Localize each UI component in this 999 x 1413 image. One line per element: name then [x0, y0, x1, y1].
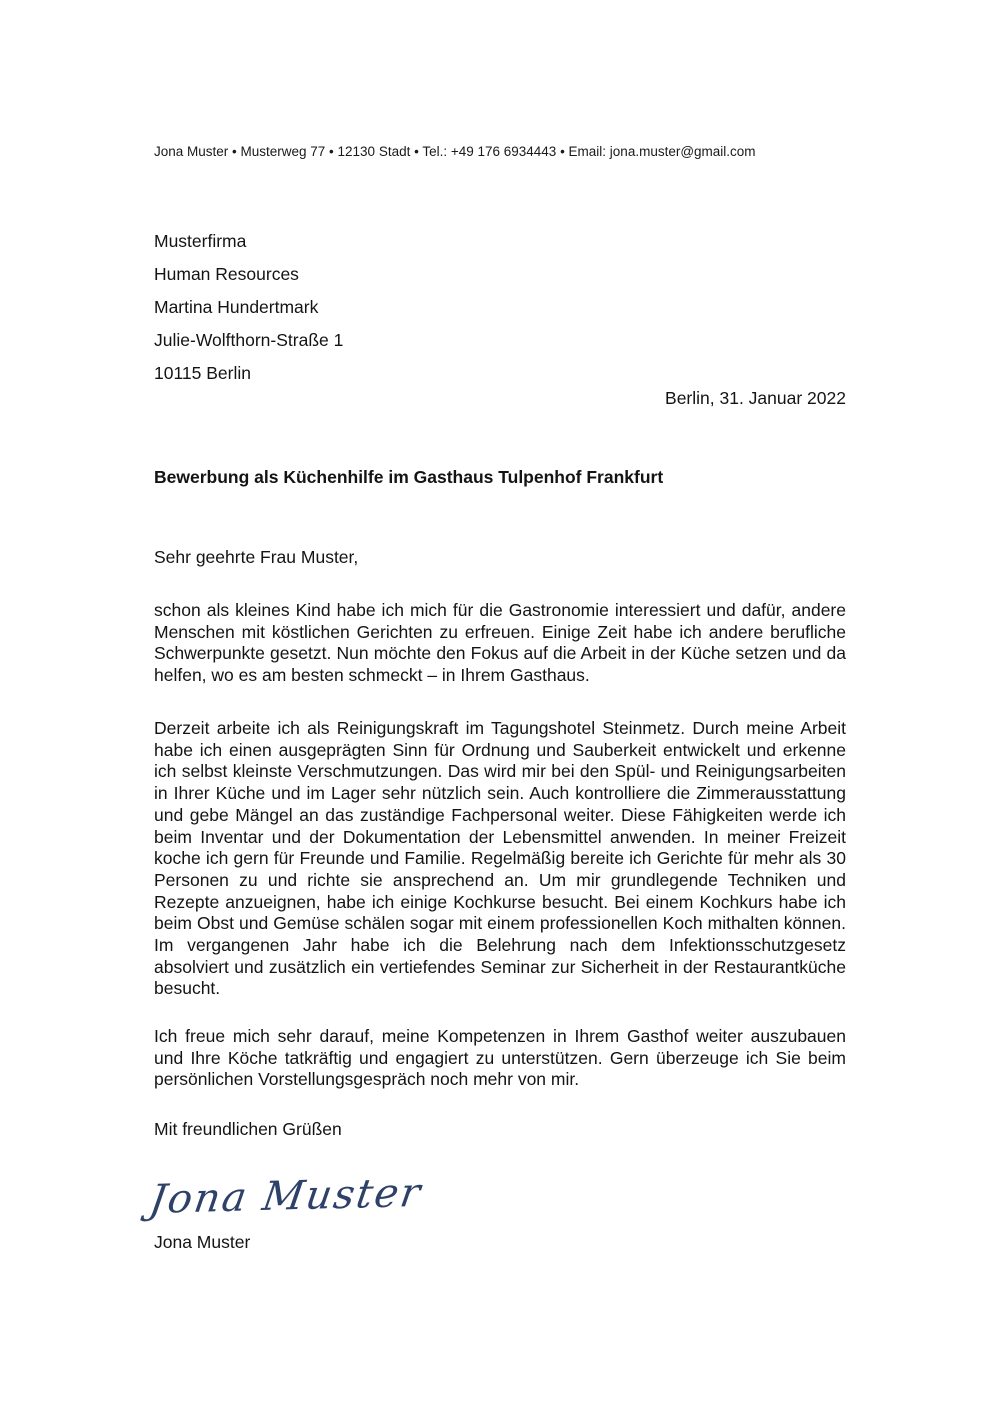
recipient-street: Julie-Wolfthorn-Straße 1 — [154, 330, 344, 350]
body-paragraph-1: schon als kleines Kind habe ich mich für die Gastronomie interessiert und dafür, andere Menschen mit köstlichen Gerichten zu erfreuen. Einige Zeit habe ich andere berufliche Schwerpunkte gesetzt. Nun möchte den Fokus auf die Arbeit in der Küche setzen und da helfen, wo es am besten schmeckt – in Ihrem Gasthaus. — [154, 600, 846, 686]
body-paragraph-3: Ich freue mich sehr darauf, meine Kompetenzen in Ihrem Gasthof weiter auszubauen und Ihre Köche tatkräftig und engagiert zu unterstützen. Gern überzeuge ich Sie beim persönlichen Vorstellungsgespräch noch mehr von mir. — [154, 1026, 846, 1090]
recipient-company: Musterfirma — [154, 231, 247, 251]
recipient-contact-person: Martina Hundertmark — [154, 297, 319, 317]
sender-contact-line: Jona Muster • Musterweg 77 • 12130 Stadt • Tel.: +49 176 6934443 • Email: jona.muster@gmail.com — [154, 144, 756, 159]
closing-phrase: Mit freundlichen Grüßen — [154, 1119, 342, 1139]
recipient-address-block — [154, 225, 846, 390]
recipient-city: 10115 Berlin — [154, 363, 251, 383]
date-line: Berlin, 31. Januar 2022 — [665, 388, 846, 408]
salutation: Sehr geehrte Frau Muster, — [154, 547, 359, 567]
subject-line: Bewerbung als Küchenhilfe im Gasthaus Tulpenhof Frankfurt — [154, 467, 664, 487]
handwritten-signature: Jona Muster — [146, 1169, 426, 1223]
signature-printed-name: Jona Muster — [154, 1232, 251, 1252]
recipient-department: Human Resources — [154, 264, 299, 284]
body-paragraph-2: Derzeit arbeite ich als Reinigungskraft im Tagungshotel Steinmetz. Durch meine Arbeit habe ich einen ausgeprägten Sinn für Ordnung und Sauberkeit entwickelt und erkenne ich selbst kleinste Verschmutzungen. Das wird mir bei den Spül- und Reinigungsarbeiten in Ihrer Küche und im Lager sehr nützlich sein. Auch kontrolliere die Zimmerausstattung und gebe Mängel an das zuständige Fachpersonal weiter. Diese Fähigkeiten werde ich beim Inventar und der Dokumentation der Lebensmittel anwenden. In meiner Freizeit koche ich gern für Freunde und Familie. Regelmäßig bereite ich Gerichte für mehr als 30 Personen zu und richte sie ansprechend an. Um mir grundlegende Techniken und Rezepte anzueignen, habe ich einige Kochkurse besucht. Bei einem Kochkurs habe ich beim Obst und Gemüse schälen sogar mit einem professionellen Koch mithalten können. Im vergangenen Jahr habe ich die Belehrung nach dem Infektionsschutzgesetz absolviert und zusätzlich ein vertiefendes Seminar zur Sicherheit in der Restaurantküche besucht. — [154, 718, 846, 999]
